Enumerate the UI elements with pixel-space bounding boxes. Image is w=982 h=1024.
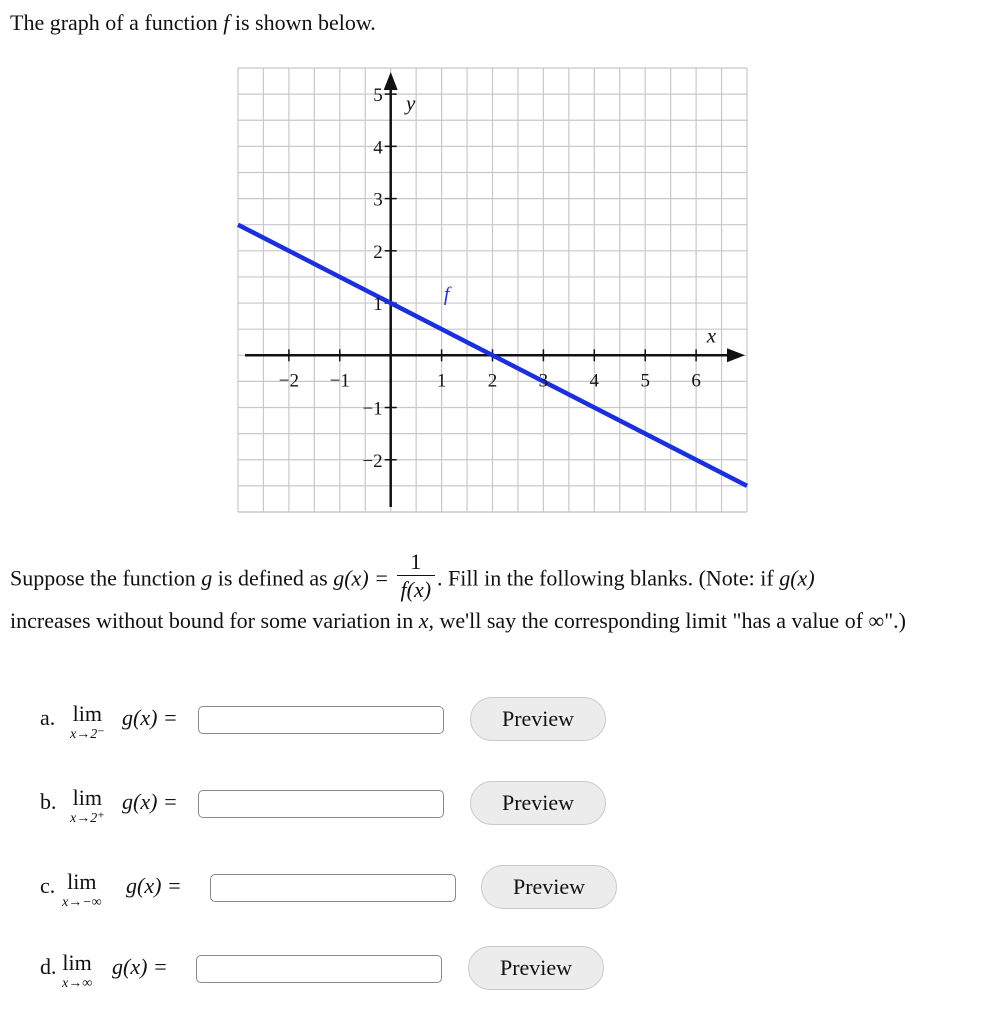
x-tick-label: 6	[691, 370, 701, 392]
part-d	[0, 946, 700, 1006]
fraction-denominator: f(x)	[400, 577, 432, 602]
y-axis-label: y	[406, 90, 416, 115]
part-b-preview-button[interactable]: Preview	[470, 781, 606, 825]
part-c-lim-sub: x→−∞	[62, 895, 102, 910]
y-axis-arrow	[384, 72, 398, 90]
intro-before: The graph of a function	[10, 10, 224, 35]
part-a-preview-button[interactable]: Preview	[470, 697, 606, 741]
part-c	[0, 865, 700, 925]
part-c-limit	[62, 869, 102, 911]
x-tick-label: 3	[538, 370, 549, 392]
y-tick-label: 5	[373, 85, 383, 107]
p1-mid: is defined as	[212, 565, 334, 591]
p1-after: . Fill in the following blanks. (Note: if	[437, 565, 780, 591]
y-tick-label: −2	[362, 450, 383, 472]
intro-text	[10, 10, 376, 36]
part-a-expr: g(x) =	[122, 705, 178, 730]
part-b-lim-word: lim	[72, 785, 102, 810]
part-b-label: b.	[40, 789, 57, 814]
part-a	[0, 697, 700, 757]
part-a-lim-word: lim	[72, 701, 102, 726]
part-a-label: a.	[40, 705, 56, 730]
part-c-label: c.	[40, 873, 56, 898]
part-b-answer-input[interactable]	[198, 790, 444, 818]
x-tick-label: −2	[278, 370, 300, 392]
x-var: x	[418, 608, 429, 633]
fraction-numerator: 1	[397, 549, 436, 576]
x-axis-arrow	[727, 348, 745, 362]
x-tick-label: 1	[436, 370, 447, 392]
axes	[245, 72, 745, 507]
part-b	[0, 781, 700, 841]
p2-after: , we'll say the corresponding limit "has a value of ∞".)	[428, 608, 907, 633]
y-tick-label: 2	[373, 241, 383, 263]
function-graph	[225, 65, 755, 520]
part-c-expr: g(x) =	[126, 873, 182, 898]
part-d-expr: g(x) =	[112, 954, 168, 979]
p2-before: increases without bound for some variation in	[10, 608, 419, 633]
part-a-answer-input[interactable]	[198, 706, 444, 734]
part-a-lim-sub: x→2⁻	[70, 727, 105, 742]
part-d-label: d.	[40, 954, 57, 979]
fraction	[397, 549, 436, 604]
x-axis-label: x	[706, 323, 717, 348]
x-tick-label: 2	[487, 370, 498, 392]
p2-text	[10, 605, 975, 637]
part-a-limit	[70, 701, 105, 743]
part-d-lim-sub: x→∞	[62, 976, 93, 991]
part-c-preview-button[interactable]: Preview	[481, 865, 617, 909]
part-c-answer-input[interactable]	[210, 874, 456, 902]
part-d-limit	[62, 950, 92, 992]
x-tick-label: 5	[640, 370, 650, 392]
g-name: g	[201, 565, 213, 591]
intro-after: is shown below.	[229, 10, 376, 35]
y-tick-label: 4	[373, 137, 383, 159]
x-tick-label: −1	[329, 370, 350, 392]
gx-term: g(x)	[779, 565, 815, 591]
curve-label: f	[443, 283, 450, 306]
function-name: f	[223, 10, 230, 35]
part-b-expr: g(x) =	[122, 789, 178, 814]
y-tick-label: 1	[373, 294, 383, 316]
part-d-answer-input[interactable]	[196, 955, 442, 983]
p1-before: Suppose the function	[10, 565, 202, 591]
g-def-lhs: g(x) =	[333, 565, 389, 591]
part-d-preview-button[interactable]: Preview	[468, 946, 604, 990]
y-tick-label: −1	[362, 398, 383, 420]
part-c-lim-word: lim	[67, 869, 97, 894]
part-b-lim-sub: x→2⁺	[70, 811, 105, 826]
part-b-limit	[70, 785, 105, 827]
x-tick-label: 4	[589, 370, 600, 392]
problem-statement	[10, 533, 975, 637]
part-d-lim-word: lim	[62, 950, 92, 975]
y-tick-label: 3	[373, 189, 383, 211]
